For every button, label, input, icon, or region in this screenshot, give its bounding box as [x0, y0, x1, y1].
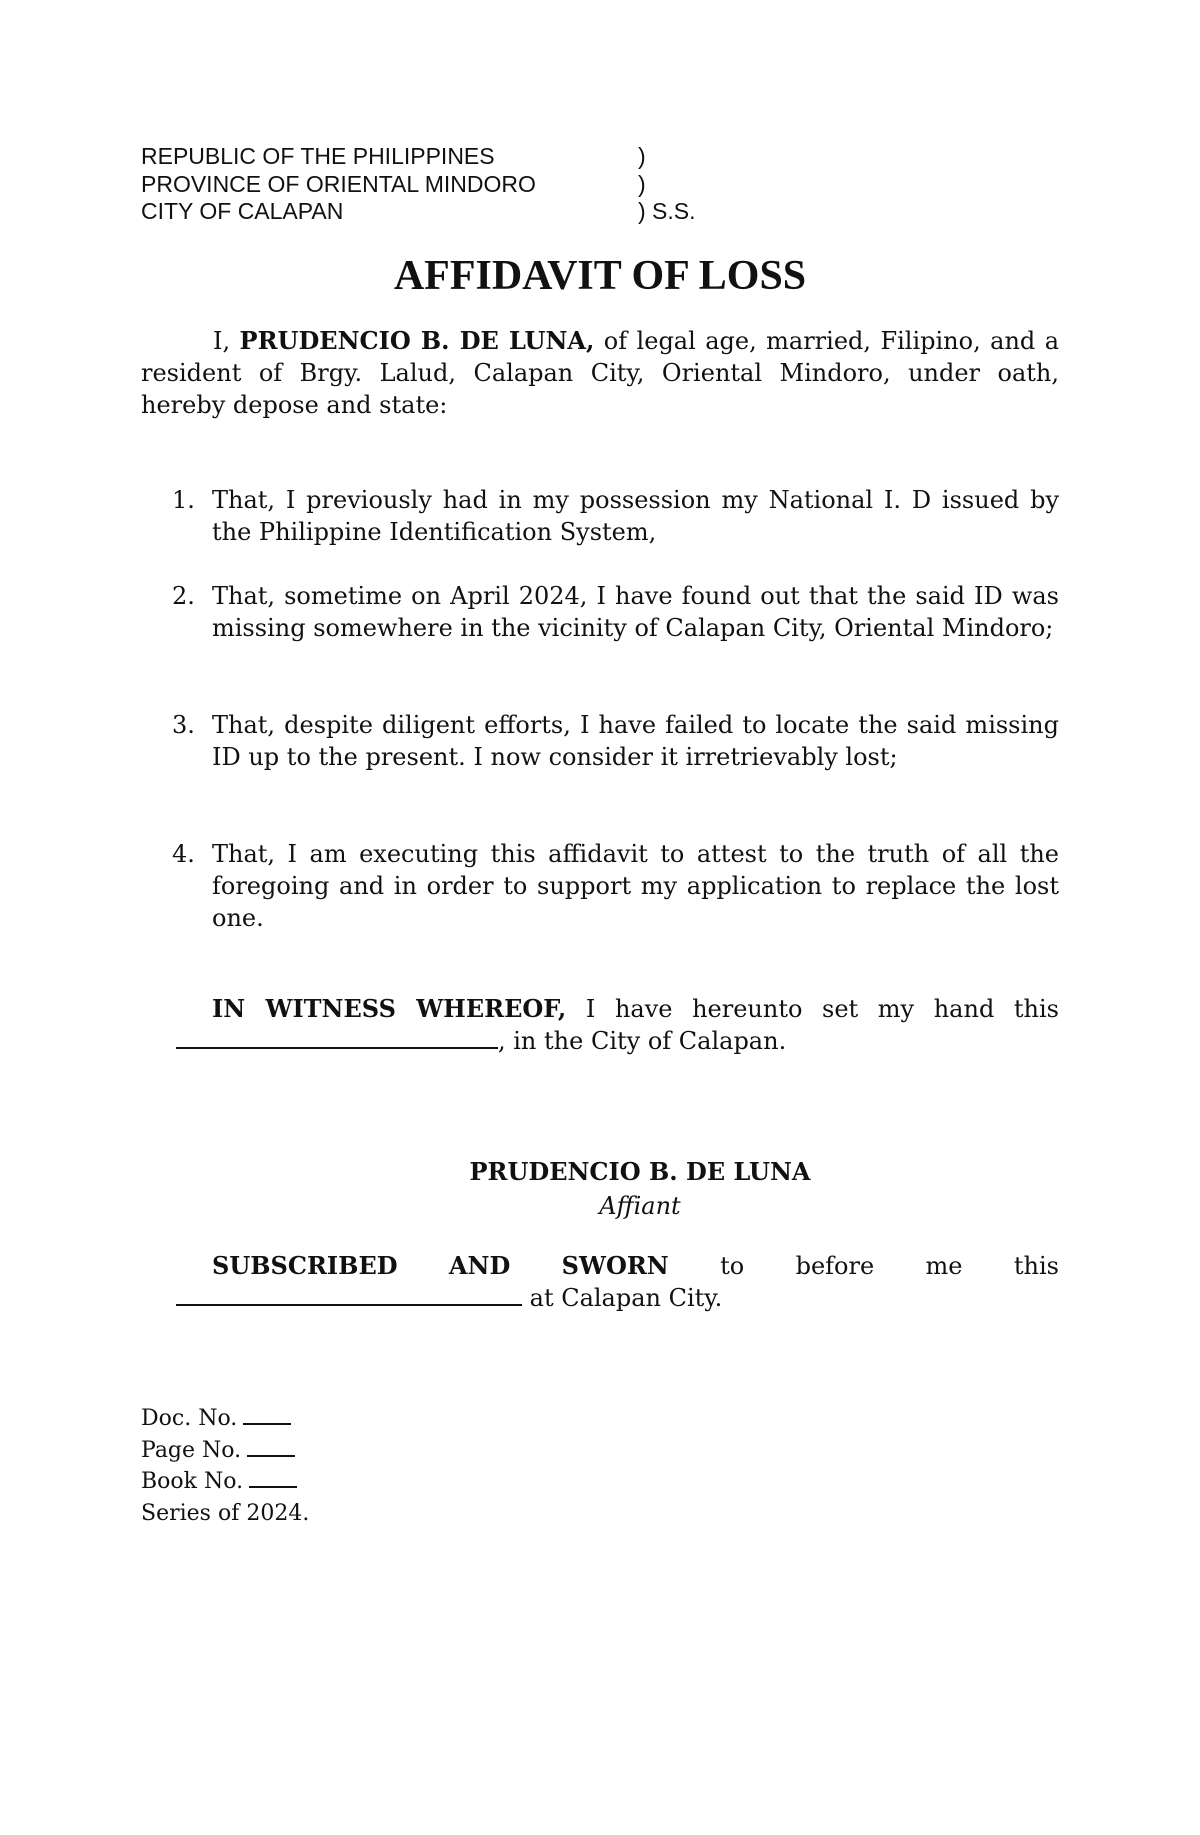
jurat-word: SUBSCRIBED — [212, 1251, 398, 1280]
witness-paragraph — [176, 993, 1059, 1057]
venue-line — [141, 170, 646, 199]
intro-paragraph — [141, 325, 1059, 421]
intro-text: of legal age, married, Filipino, and a resident of Brgy. Lalud, Calapan City, Oriental Mindoro, under oath, hereby depose and state: — [141, 327, 1060, 419]
series-row: Series of 2024. — [141, 1500, 310, 1526]
venue-block — [141, 143, 696, 226]
affiant-signature-name: PRUDENCIO B. DE LUNA — [469, 1157, 811, 1186]
notarial-register — [141, 1403, 309, 1529]
item-number: 2. — [172, 582, 195, 610]
witness-text: I have hereunto set my hand this — [566, 995, 1060, 1023]
doc-number-label: Doc. No. — [141, 1406, 238, 1431]
book-number-blank — [249, 1485, 297, 1488]
affiant-name-inline: PRUDENCIO B. DE LUNA, — [239, 326, 595, 355]
page-number-label: Page No. — [141, 1437, 242, 1463]
doc-number-blank — [243, 1422, 291, 1425]
page-number-blank — [247, 1454, 295, 1457]
venue-mark: ) — [638, 170, 646, 197]
book-number-label: Book No. — [141, 1469, 244, 1494]
item-number: 1. — [172, 486, 195, 514]
jurat-paragraph — [176, 1250, 1059, 1314]
jurat-word: before — [795, 1252, 875, 1280]
list-item — [172, 838, 1059, 934]
date-blank-line — [176, 1046, 498, 1049]
jurat-word: AND — [448, 1251, 511, 1280]
venue-mark: ) — [638, 143, 646, 169]
venue-country: REPUBLIC OF THE PHILIPPINES — [141, 143, 495, 169]
item-text: That, despite diligent efforts, I have failed to locate the said missing ID up to the present. I now consider it irretrievably lost; — [212, 711, 1059, 771]
item-text: That, I previously had in my possession my National I. D issued by the Philippine Identification System, — [212, 486, 1059, 546]
venue-line — [141, 143, 646, 171]
venue-mark-ss: ) S.S. — [638, 198, 696, 224]
item-number: 4. — [172, 840, 195, 868]
book-number-row — [141, 1466, 309, 1498]
affiant-role: Affiant — [599, 1192, 681, 1220]
jurat-word: me — [925, 1252, 963, 1280]
jurat-word: SWORN — [561, 1251, 669, 1280]
witness-lead: IN WITNESS WHEREOF, — [212, 994, 567, 1023]
doc-number-row — [141, 1403, 309, 1435]
jurat-word: to — [720, 1252, 745, 1280]
venue-line — [141, 198, 696, 226]
venue-province: PROVINCE OF ORIENTAL MINDORO — [141, 170, 536, 197]
list-item — [172, 580, 1059, 644]
jurat-line — [176, 1282, 1059, 1314]
jurat-line — [176, 1250, 1059, 1282]
list-item — [172, 484, 1059, 548]
witness-text-end: , in the City of Calapan. — [498, 1027, 787, 1055]
list-item — [172, 709, 1059, 773]
item-text: That, I am executing this affidavit to attest to the truth of all the foregoing and in order to support my application to replace the lost one. — [212, 840, 1059, 932]
intro-prefix: I, — [213, 327, 240, 355]
item-number: 3. — [172, 711, 195, 739]
item-text: That, sometime on April 2024, I have found out that the said ID was missing somewhere in the vicinity of Calapan City, Oriental Mindoro; — [212, 582, 1059, 642]
page-number-row — [141, 1435, 309, 1467]
document-title: AFFIDAVIT OF LOSS — [393, 253, 807, 299]
jurat-date-blank-line — [176, 1303, 522, 1306]
venue-city: CITY OF CALAPAN — [141, 198, 344, 224]
jurat-tail: at Calapan City. — [522, 1284, 723, 1312]
jurat-word: this — [1013, 1252, 1059, 1280]
